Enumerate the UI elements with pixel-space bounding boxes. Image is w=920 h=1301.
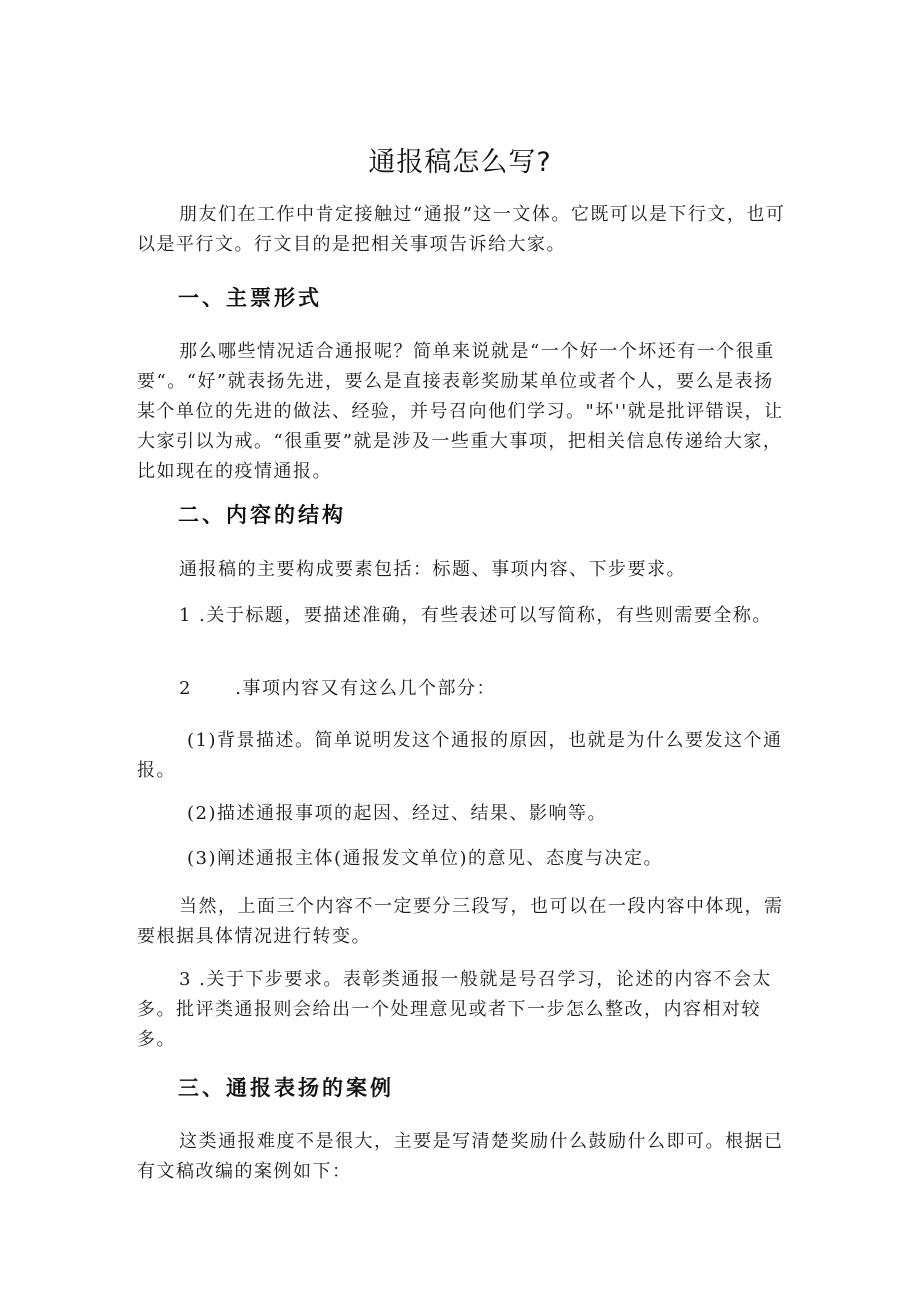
section-3-paragraph: 这类通报难度不是很大，主要是写清楚奖励什么鼓励什么即可。根据已有文稿改编的案例如下： [137, 1131, 784, 1182]
section-1-paragraph: 那么哪些情况适合通报呢？简单来说就是“一个好一个坏还有一个很重要“。“好”就表扬先进，要么是直接表彰奖励某单位或者个人，要么是表扬某个单位的先进的做法、经验，并号召向他们学习。"坏''就是批评错误，让大家引以为戒。“很重要”就是涉及一些重大事项，把相关信息传递给大家，比如现在的疫情通报。 [137, 341, 784, 482]
section-2-item-3: 3 .关于下步要求。表彰类通报一般就是号召学习，论述的内容不会太多。批评类通报则会给出一个处理意见或者下一步怎么整改，内容相对较多。 [137, 969, 772, 1050]
intro-paragraph: 朋友们在工作中肯定接触过“通报”这一文体。它既可以是下行文，也可以是平行文。行文目的是把相关事项告诉给大家。 [137, 204, 786, 255]
section-2-item-1: 1 .关于标题，要描述准确，有些表述可以写简称，有些则需要全称。 [179, 605, 772, 626]
section-2-paragraph-2: 当然，上面三个内容不一定要分三段写，也可以在一段内容中体现，需要根据具体情况进行转变。 [137, 896, 784, 947]
section-2-sub-1: (1)背景描述。简单说明发这个通报的原因，也就是为什么要发这个通报。 [137, 730, 783, 781]
document-title: 通报稿怎么写? [368, 147, 552, 178]
section-2-sub-3: (3)阐述通报主体(通报发文单位)的意见、态度与决定。 [187, 848, 664, 869]
section-2-item-2: 2 .事项内容又有这么几个部分： [179, 678, 497, 699]
section-2-heading: 二、内容的结构 [178, 502, 346, 527]
section-2-paragraph-1: 通报稿的主要构成要素包括：标题、事项内容、下步要求。 [179, 559, 686, 580]
section-3-heading: 三、通报表扬的案例 [178, 1075, 394, 1100]
section-2-sub-2: (2)描述通报事项的起因、经过、结果、影响等。 [187, 803, 607, 824]
section-1-heading: 一、主票形式 [178, 285, 322, 310]
